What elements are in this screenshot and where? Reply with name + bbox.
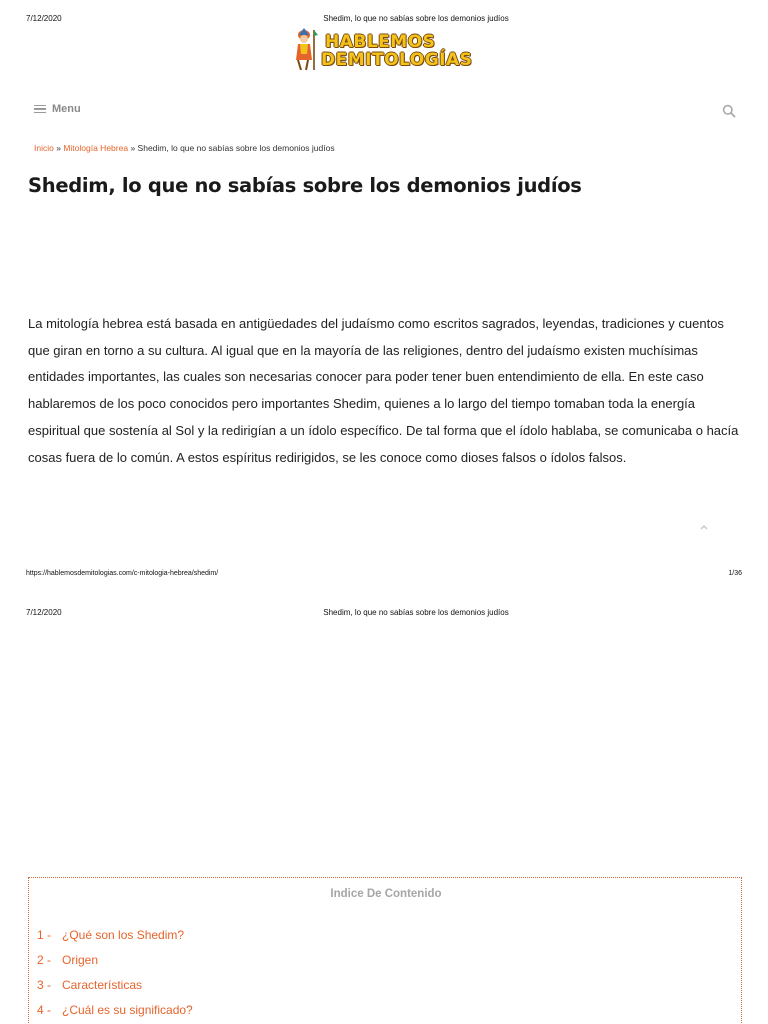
breadcrumb-home-link[interactable]: Inicio (34, 143, 54, 153)
table-of-contents (28, 877, 742, 1024)
print-date: 7/12/2020 (26, 14, 62, 23)
toc-item-number: 3 - (37, 978, 52, 992)
toc-item-number: 2 - (37, 953, 52, 967)
logo-line-2: DEMITOLOGÍAS (321, 50, 473, 70)
breadcrumb-category-link[interactable]: Mitología Hebrea (63, 143, 129, 153)
hamburger-icon (34, 105, 46, 114)
page-title: Shedim, lo que no sabías sobre los demonios judíos (28, 174, 582, 197)
toc-item[interactable] (37, 928, 193, 953)
menu-button[interactable] (34, 103, 81, 115)
site-logo[interactable] (290, 26, 480, 74)
logo-line-1: HABLEMOS (325, 32, 436, 52)
toc-item-label: Características (62, 978, 143, 992)
toc-item[interactable] (37, 953, 193, 978)
print-page-number: 1/36 (728, 570, 742, 577)
article-intro-paragraph: La mitología hebrea está basada en antigüedades del judaísmo como escritos sagrados, leyendas, tradiciones y cuentos que giran en torno a su cultura. Al igual que en la mayoría de las religiones, dentro del judaísmo existen muchísimas entidades importantes, las cuales son necesarias conocer para poder tener buen entendimiento de ella. En este caso hablaremos de los poco conocidos pero importantes Shedim, quienes a lo largo del tiempo tomaban toda la energía espiritual que sostenía al Sol y la redirigían a un ídolo específico. De tal forma que el ídolo hablaba, se comunicaba o hacía cosas fuera de lo común. A estos espíritus redirigidos, se les conoce como dioses falsos o ídolos falsos. (28, 316, 739, 465)
chevron-up-icon[interactable] (698, 522, 710, 532)
breadcrumb-separator: » (130, 143, 136, 153)
menu-label: Menu (52, 103, 81, 115)
toc-item-label: ¿Cuál es su significado? (62, 1003, 193, 1017)
breadcrumb-current: Shedim, lo que no sabías sobre los demonios judíos (137, 143, 335, 153)
print-header (0, 608, 768, 622)
toc-title: Indice De Contenido (330, 888, 442, 900)
breadcrumb (34, 143, 335, 153)
toc-item-label: Origen (62, 953, 99, 967)
toc-item[interactable] (37, 978, 193, 1003)
mascot-icon (290, 26, 320, 72)
toc-item-label: ¿Qué son los Shedim? (62, 928, 185, 942)
print-title: Shedim, lo que no sabías sobre los demonios judíos (323, 608, 509, 617)
search-icon[interactable] (722, 104, 736, 118)
print-date: 7/12/2020 (26, 608, 62, 617)
print-title: Shedim, lo que no sabías sobre los demonios judíos (323, 14, 509, 23)
toc-item[interactable] (37, 1003, 193, 1024)
toc-list (37, 928, 193, 1024)
toc-item-number: 4 - (37, 1003, 52, 1017)
toc-item-number: 1 - (37, 928, 52, 942)
breadcrumb-separator: » (56, 143, 61, 153)
print-url: https://hablemosdemitologias.com/c-mitologia-hebrea/shedim/ (26, 570, 219, 577)
